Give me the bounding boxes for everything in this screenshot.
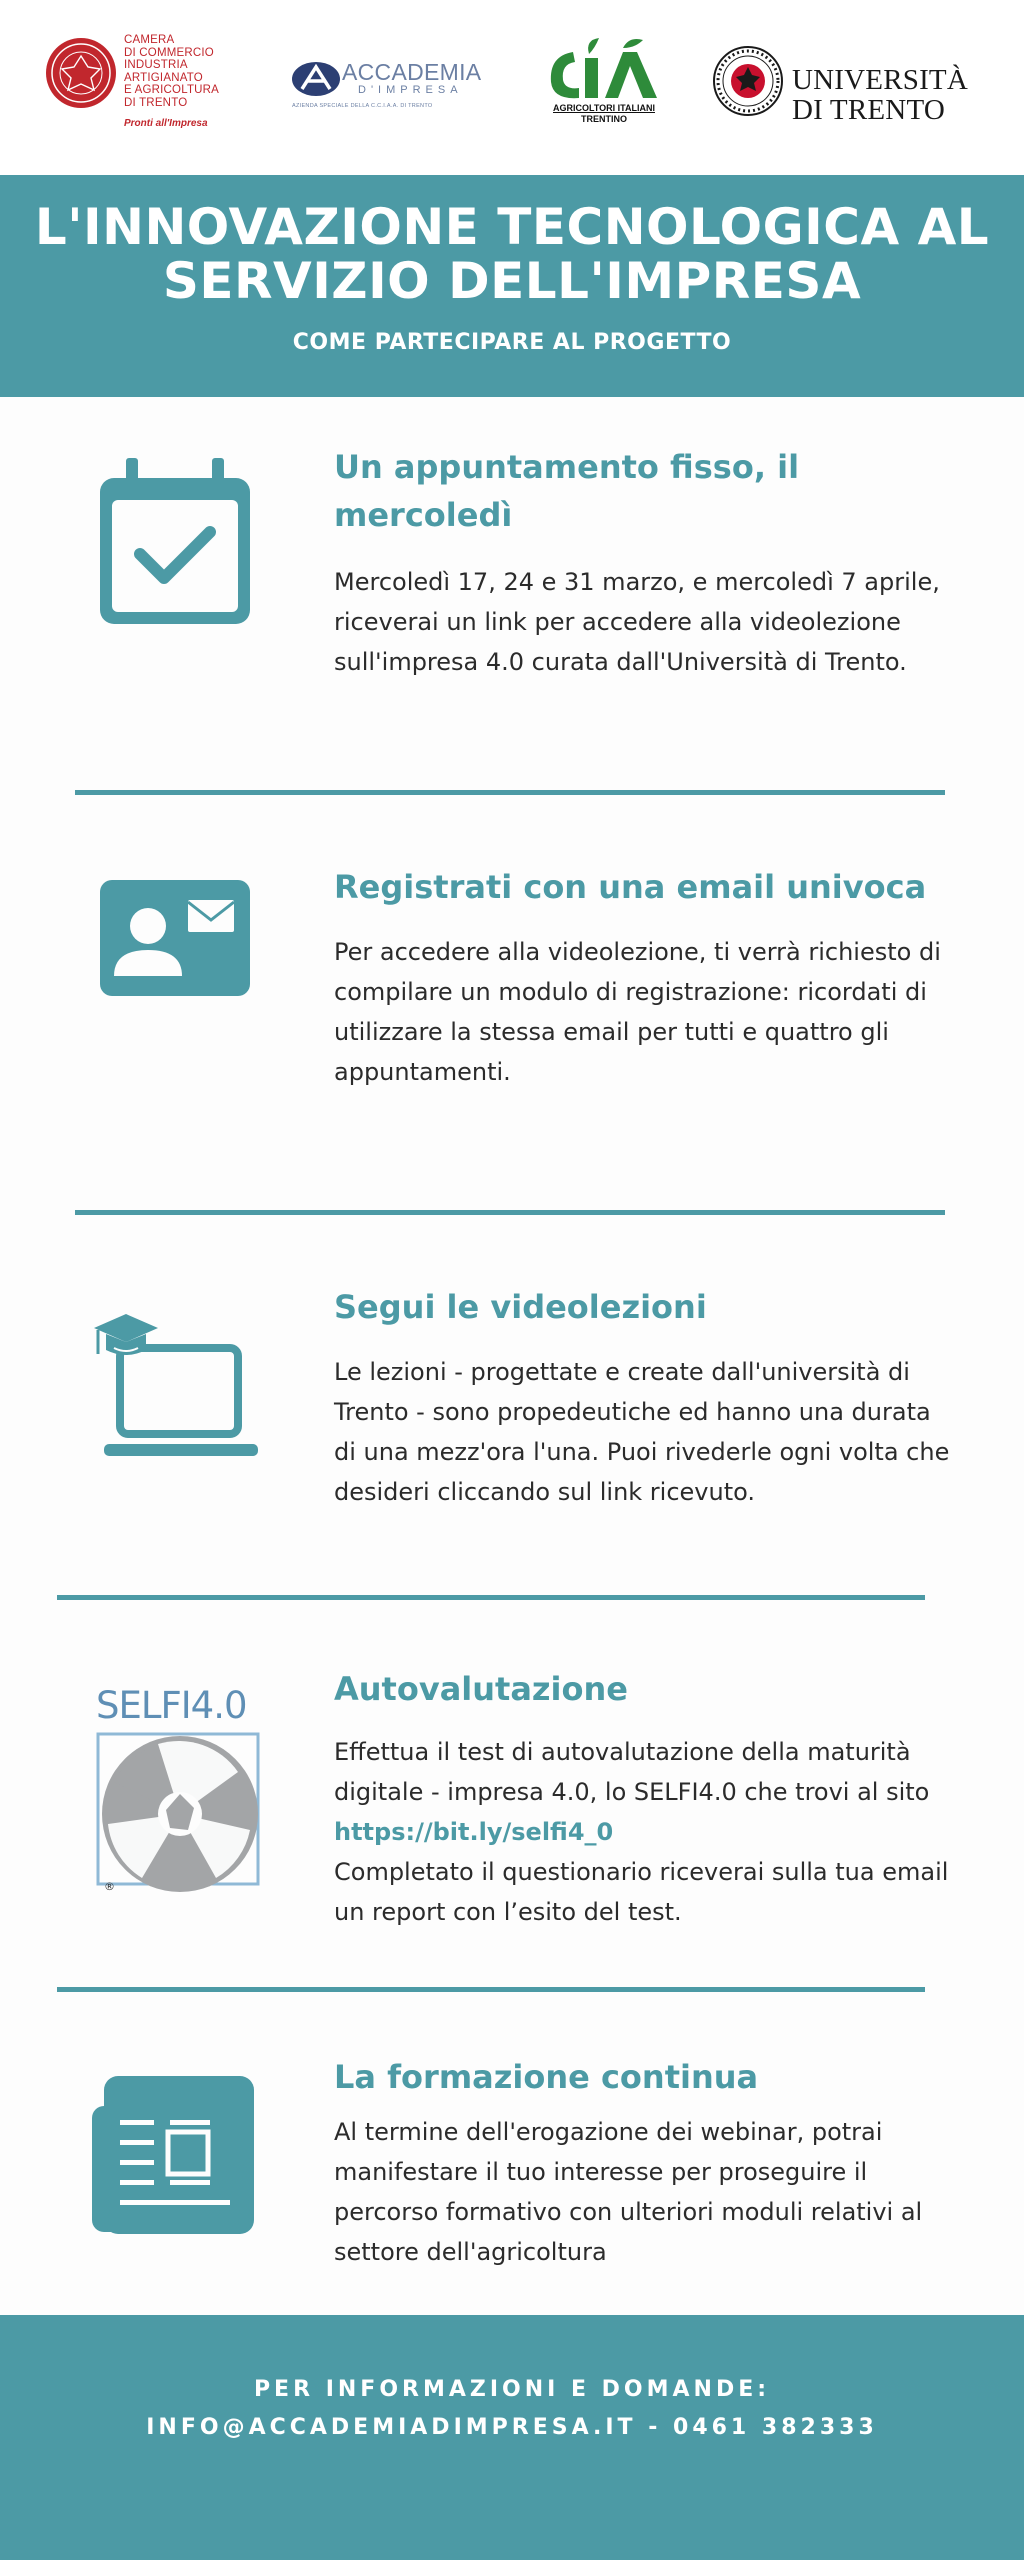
section-divider: [57, 1987, 925, 1992]
section-title: Autovalutazione: [334, 1670, 628, 1708]
section-body: Per accedere alla videolezione, ti verrà richiesto di compilare un modulo di registrazione: ricordati di utilizzare la stessa email per tutti e quattro gli appuntamenti.: [334, 938, 941, 1086]
accademia-sub: D'IMPRESA: [358, 84, 463, 96]
section-formazione: [0, 2050, 1024, 2310]
calendar-check-icon: [100, 458, 250, 624]
logo-strip: [0, 0, 1024, 175]
page-title: L'INNOVAZIONE TECNOLOGICA AL SERVIZIO DELL'IMPRESA: [34, 198, 990, 310]
ccia-tagline: Pronti all'Impresa: [124, 118, 208, 129]
footer-heading: PER INFORMAZIONI E DOMANDE:: [253, 2377, 771, 2402]
unitn-logo: [712, 45, 968, 126]
cia-mark-icon: [545, 38, 663, 100]
ccia-seal-icon: [44, 36, 118, 110]
section-body: Mercoledì 17, 24 e 31 marzo, e mercoledì 7 aprile, riceverai un link per accedere alla videolezione sull'impresa 4.0 curata dall'Università di Trento.: [334, 568, 940, 676]
unitn-name: UNIVERSITÀ DI TRENTO: [792, 64, 968, 126]
unitn-seal-icon: [712, 45, 784, 117]
selfi-logo-icon: [90, 1684, 270, 1899]
page-subtitle: COME PARTECIPARE AL PROGETTO: [292, 330, 732, 355]
ccia-name: CAMERA DI COMMERCIO INDUSTRIA ARTIGIANATO E AGRICOLTURA DI TRENTO: [124, 34, 220, 109]
section-appuntamento: [0, 440, 1024, 780]
accademia-mark-icon: [290, 59, 346, 99]
cia-agricoltori-logo: [545, 38, 665, 133]
contact-footer: [0, 2315, 1024, 2560]
registered-mark: ®: [104, 1880, 115, 1893]
accademia-small-print: AZIENDA SPECIALE DELLA C.C.I.A.A. DI TRENTO: [292, 103, 433, 109]
accademia-impresa-logo: [290, 55, 480, 115]
selfi-logo-text: SELFI4.0: [96, 1684, 247, 1727]
section-divider: [75, 1210, 945, 1215]
section-autovalutazione: [0, 1662, 1024, 1962]
cia-caption: AGRICOLTORI ITALIANI TRENTINO: [553, 103, 655, 124]
section-title: Segui le videolezioni: [334, 1288, 707, 1326]
section-title: La formazione continua: [334, 2058, 759, 2096]
section-title: Registrati con una email univoca: [334, 868, 927, 906]
section-body: [334, 1732, 954, 1932]
section-divider: [75, 790, 945, 795]
footer-contact[interactable]: INFO@ACCADEMIADIMPRESA.IT - 0461 382333: [146, 2415, 878, 2440]
section-title: Un appuntamento fisso, il mercoledì: [334, 448, 800, 534]
laptop-graduation-icon: [92, 1306, 272, 1466]
section-body: Le lezioni - progettate e create dall'università di Trento - sono propedeutiche ed hanno una durata di una mezz'ora l'una. Puoi rivederle ogni volta che desideri cliccando sul link ricevuto.: [334, 1358, 950, 1506]
section-body-text: Completato il questionario riceverai sulla tua email un report con l’esito del test.: [334, 1858, 949, 1926]
section-body-text: Effettua il test di autovalutazione della maturità digitale - impresa 4.0, lo SELFI4.0 che trovi al sito: [334, 1738, 930, 1806]
section-body: Al termine dell'erogazione dei webinar, potrai manifestare il tuo interesse per proseguire il percorso formativo con ulteriori moduli relativi al settore dell'agricoltura: [334, 2118, 923, 2266]
newspaper-icon: [92, 2076, 254, 2236]
contact-card-icon: [100, 880, 250, 996]
selfi-link[interactable]: https://bit.ly/selfi4_0: [334, 1818, 614, 1846]
ccia-trento-logo: [40, 30, 230, 140]
hero-banner: [0, 175, 1024, 397]
accademia-name: ACCADEMIA: [342, 59, 482, 85]
section-divider: [57, 1595, 925, 1600]
aperture-icon: [90, 1732, 270, 1897]
section-registrazione: [0, 860, 1024, 1200]
section-videolezioni: [0, 1280, 1024, 1600]
